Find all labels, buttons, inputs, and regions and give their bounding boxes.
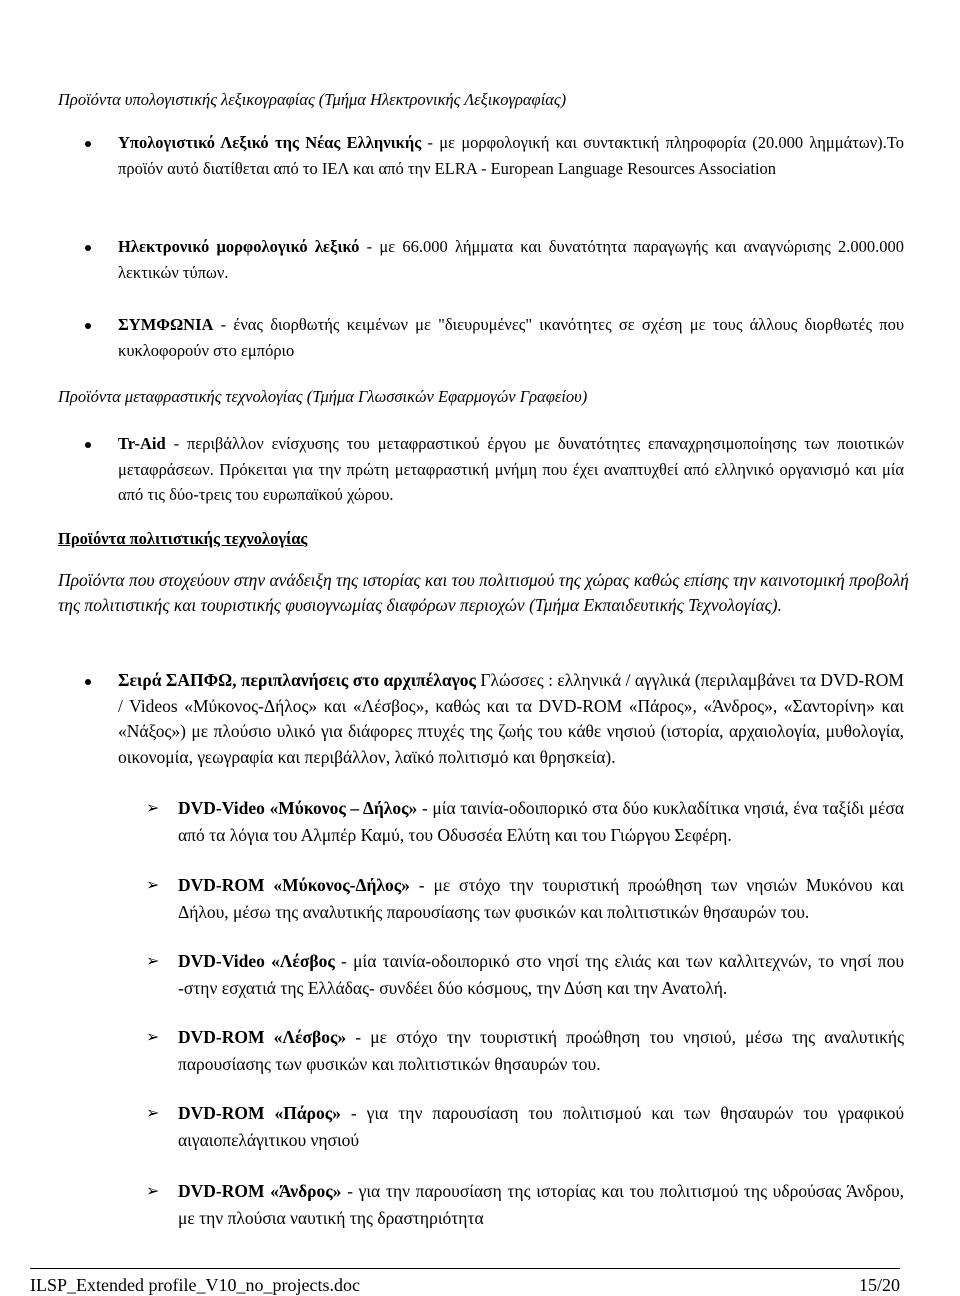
product-title: DVD-Video «Μύκονος – Δήλος» xyxy=(178,798,418,818)
bullet-icon xyxy=(85,141,91,147)
list-item xyxy=(118,234,904,285)
product-title: DVD-ROM «Πάρος» xyxy=(178,1103,341,1123)
product-title: DVD-Video «Λέσβος xyxy=(178,951,335,971)
product-text: - με στόχο την τουριστική προώθηση του νησιού, μέσω της αναλυτικής παρουσίασης των φυσικών και πολιτιστικών θησαυρών του. xyxy=(178,1027,904,1074)
arrow-bullet-icon: ➢ xyxy=(146,1181,160,1200)
bullet-icon xyxy=(85,679,91,685)
footer-page-number: 15/20 xyxy=(858,1275,900,1295)
bullet-icon xyxy=(85,245,91,251)
item-text: - περιβάλλον ενίσχυσης του μεταφραστικού έργου με δυνατότητες επαναχρησιμοποίησης των ποιοτικών μεταφράσεων. Πρόκειται για την πρώτη μεταφραστική μνήμη που έχει αναπτυχθεί από ελληνικό οργανισμό και μία από τις δύο-τρεις του ευρωπαϊκού χώρου. xyxy=(118,434,904,504)
item-text: - με μορφολογική και συντακτική πληροφορία (20.000 λημμάτων).Το προϊόν αυτό διατίθεται από το ΙΕΛ και από την ELRA - European Language Resources Association xyxy=(118,133,904,178)
product-item xyxy=(146,1024,904,1078)
item-text: - ένας διορθωτής κειμένων με "διευρυμένες" ικανότητες σε σχέση με τους άλλους διορθωτές που κυκλοφορούν στο εμπόριο xyxy=(118,315,904,360)
section-heading-translation: Προϊόντα μεταφραστικής τεχνολογίας (Τμήμα Γλωσσικών Εφαρμογών Γραφείου) xyxy=(58,387,588,406)
item-title: Ηλεκτρονικό μορφολογικό λεξικό xyxy=(118,237,360,256)
section-heading-culture: Προϊόντα πολιτιστικής τεχνολογίας xyxy=(58,529,308,548)
footer-divider xyxy=(30,1268,900,1269)
product-title: DVD-ROM «Λέσβος» xyxy=(178,1027,347,1047)
product-item xyxy=(146,795,905,849)
product-title: DVD-ROM «Άνδρος» xyxy=(178,1181,342,1201)
product-item xyxy=(146,872,904,926)
bullet-icon xyxy=(85,323,91,329)
item-title: ΣΥΜΦΩΝΙΑ xyxy=(118,315,214,334)
arrow-bullet-icon: ➢ xyxy=(146,1103,160,1122)
item-title: Tr-Aid xyxy=(118,434,166,453)
series-title: Σειρά ΣΑΠΦΩ, περιπλανήσεις στο αρχιπέλαγος xyxy=(118,670,476,690)
section-heading-lexicography: Προϊόντα υπολογιστικής λεξικογραφίας (Τμήμα Ηλεκτρονικής Λεξικογραφίας) xyxy=(58,90,567,109)
product-text: - μία ταινία-οδοιπορικό στο νησί της ελιάς και των καλλιτεχνών, το νησί που -στην εσχατιά της Ελλάδας- συνδέει δύο κόσμους, την Δύση και την Ανατολή. xyxy=(178,951,904,998)
series-text: Γλώσσες : ελληνικά / αγγλικά (περιλαμβάνει τα DVD-ROM / Videos «Μύκονος-Δήλος» και «Λέσβος», καθώς και τα DVD-ROM «Πάρος», «Άνδρος», «Σαντορίνη» και «Νάξος») με πλούσιο υλικό για διάφορες πτυχές της ζωής του κάθε νησιού (ιστορία, αρχαιολογία, μυθολογία, οικονομία, γεωγραφία και περιβάλλον, λαϊκό πολιτισμό και θρησκεία). xyxy=(118,670,904,767)
list-item xyxy=(118,130,904,181)
section-description: Προϊόντα που στοχεύουν στην ανάδειξη της ιστορίας και του πολιτισμού της χώρας καθώς επίσης την καινοτομική προβολή της πολιτιστικής και τουριστικής φυσιογνωμίας διαφόρων περιοχών (Τμήμα Εκπαιδευτικής Τεχνολογίας). xyxy=(58,570,909,615)
arrow-bullet-icon: ➢ xyxy=(146,798,160,817)
item-title: Υπολογιστικό Λεξικό της Νέας Ελληνικής xyxy=(118,133,422,152)
product-text: - μία ταινία-οδοιπορικό στα δύο κυκλαδίτικα νησιά, ένα ταξίδι μέσα από τα λόγια του Αλμπέρ Καμύ, του Οδυσσέα Ελύτη και του Γιώργου Σεφέρη. xyxy=(178,798,905,845)
item-text: - με 66.000 λήμματα και δυνατότητα παραγωγής και αναγνώρισης 2.000.000 λεκτικών τύπων. xyxy=(118,237,904,282)
product-text: - με στόχο την τουριστική προώθηση των νησιών Μυκόνου και Δήλου, μέσω της αναλυτικής παρουσίασης των φυσικών και πολιτιστικών θησαυρών του. xyxy=(178,875,904,922)
arrow-bullet-icon: ➢ xyxy=(146,951,160,970)
product-text: - για την παρουσίαση της ιστορίας και του πολιτισμού της υδρούσας Άνδρου, με την πλούσια ναυτική της δραστηριότητα xyxy=(178,1181,905,1228)
list-item xyxy=(118,431,904,508)
arrow-bullet-icon: ➢ xyxy=(146,875,160,894)
footer-filename: ILSP_Extended profile_V10_no_projects.doc xyxy=(30,1275,360,1295)
product-item xyxy=(146,1178,905,1232)
list-item-series xyxy=(118,668,904,770)
list-item xyxy=(118,312,904,363)
product-text: - για την παρουσίαση του πολιτισμού και των θησαυρών του γραφικού αιγαιοπελάγιτικου νησιού xyxy=(178,1103,904,1150)
bullet-icon xyxy=(85,442,91,448)
product-item xyxy=(146,948,904,1002)
product-title: DVD-ROM «Μύκονος-Δήλος» xyxy=(178,875,410,895)
arrow-bullet-icon: ➢ xyxy=(146,1027,160,1046)
product-item xyxy=(146,1100,904,1154)
